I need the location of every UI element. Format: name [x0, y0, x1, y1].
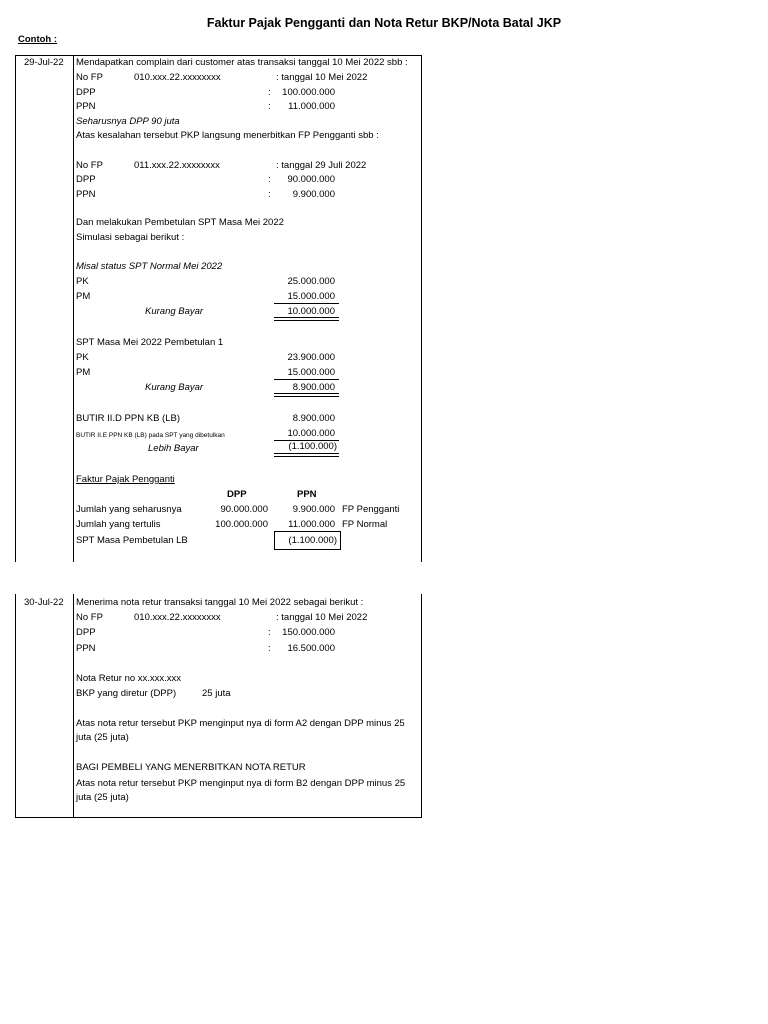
fpp-row1-dpp: 90.000.000 — [220, 504, 268, 515]
fp1-no-value: 010.xxx.22.xxxxxxxx — [134, 72, 221, 83]
fpp-heading: Faktur Pajak Pengganti — [76, 474, 175, 485]
section1-column-divider — [73, 55, 74, 562]
section1-left-border — [15, 55, 16, 562]
s2-fp-tanggal: : tanggal 10 Mei 2022 — [276, 612, 368, 623]
fpp-col-ppn: PPN — [297, 489, 317, 500]
fp1-dpp-colon: : — [268, 87, 271, 98]
pemb1-subtotal-line — [274, 379, 339, 380]
section1-right-border — [421, 55, 422, 562]
kesalahan-text: Atas kesalahan tersebut PKP langsung menerbitkan FP Pengganti sbb : — [76, 130, 379, 141]
section2-date: 30-Jul-22 — [24, 597, 64, 608]
s2-fp-dpp-label: DPP — [76, 627, 96, 638]
section2-bottom-border — [15, 817, 422, 818]
b2-line1: Atas nota retur tersebut PKP menginput nya di form B2 dengan DPP minus 25 — [76, 778, 406, 789]
a2-line2: juta (25 juta) — [76, 732, 129, 743]
bkp-label: BKP yang diretur (DPP) — [76, 688, 177, 699]
fp1-dpp-value: 100.000.000 — [282, 87, 335, 98]
pemb1-total-double-line — [274, 393, 339, 397]
section2-left-border — [15, 594, 16, 818]
pembetulan-text: Dan melakukan Pembetulan SPT Masa Mei 2022 — [76, 217, 284, 228]
normal-heading: Misal status SPT Normal Mei 2022 — [76, 261, 223, 272]
b2-line2: juta (25 juta) — [76, 792, 129, 803]
normal-pm-label: PM — [76, 291, 91, 302]
pemb1-kb-value: 8.900.000 — [292, 382, 335, 393]
butir-iie-value: 10.000.000 — [287, 428, 335, 439]
fp2-dpp-colon: : — [268, 174, 271, 185]
normal-kb-label: Kurang Bayar — [145, 306, 204, 317]
fpp-spt-value: (1.100.000) — [288, 535, 337, 546]
fp1-ppn-value: 11.000.000 — [288, 101, 335, 112]
fpp-row2-dpp: 100.000.000 — [215, 519, 268, 530]
butir-iid-value: 8.900.000 — [292, 413, 335, 424]
normal-pk-label: PK — [76, 276, 89, 287]
normal-total-double-line — [274, 317, 339, 321]
seharusnya-note: Seharusnya DPP 90 juta — [76, 116, 180, 127]
fp1-dpp-label: DPP — [76, 87, 96, 98]
fpp-row2-note: FP Normal — [342, 519, 388, 530]
pemb1-pm-label: PM — [76, 367, 91, 378]
fpp-spt-label: SPT Masa Pembetulan LB — [76, 535, 188, 546]
s2-fp-ppn-colon: : — [268, 643, 271, 654]
bkp-value: 25 juta — [202, 688, 231, 699]
section2-right-border — [421, 594, 422, 818]
pemb1-kb-label: Kurang Bayar — [145, 382, 204, 393]
fp2-ppn-value: 9.900.000 — [292, 189, 335, 200]
butir-iid-label: BUTIR II.D PPN KB (LB) — [76, 413, 180, 424]
butir-iie-label: BUTIR II.E PPN KB (LB) pada SPT yang dibetulkan — [76, 432, 225, 439]
fpp-col-dpp: DPP — [227, 489, 247, 500]
pemb1-pk-value: 23.900.000 — [287, 352, 335, 363]
fp1-no-label: No FP — [76, 72, 103, 83]
fpp-row1-ppn: 9.900.000 — [292, 504, 335, 515]
section1-intro: Mendapatkan complain dari customer atas transaksi tanggal 10 Mei 2022 sbb : — [76, 57, 408, 68]
fp1-tanggal: : tanggal 10 Mei 2022 — [276, 72, 368, 83]
butir-lb-value: (1.100.000) — [288, 441, 337, 452]
fp2-tanggal: : tanggal 29 Juli 2022 — [276, 160, 367, 171]
pembeli-heading: BAGI PEMBELI YANG MENERBITKAN NOTA RETUR — [76, 762, 306, 773]
butir-lb-label: Lebih Bayar — [148, 443, 199, 454]
section1-top-border — [15, 55, 422, 56]
fp2-no-value: 011.xxx.22.xxxxxxxx — [134, 160, 220, 171]
fp2-dpp-value: 90.000.000 — [287, 174, 335, 185]
fp2-no-label: No FP — [76, 160, 103, 171]
simulasi-text: Simulasi sebagai berikut : — [76, 232, 185, 243]
pemb1-pk-label: PK — [76, 352, 89, 363]
fp2-dpp-label: DPP — [76, 174, 96, 185]
butir-total-double-line — [274, 453, 339, 457]
section1-date: 29-Jul-22 — [24, 57, 64, 68]
fpp-row1-note: FP Pengganti — [342, 504, 400, 515]
fpp-row1-label: Jumlah yang seharusnya — [76, 504, 182, 515]
s2-fp-ppn-value: 16.500.000 — [287, 643, 335, 654]
pemb1-heading: SPT Masa Mei 2022 Pembetulan 1 — [76, 337, 224, 348]
section2-column-divider — [73, 594, 74, 818]
nota-retur-text: Nota Retur no xx.xxx.xxx — [76, 673, 182, 684]
section2-intro: Menerima nota retur transaksi tanggal 10 Mei 2022 sebagai berikut : — [76, 597, 364, 608]
pemb1-pm-value: 15.000.000 — [287, 367, 335, 378]
fp1-ppn-label: PPN — [76, 101, 96, 112]
s2-fp-no-label: No FP — [76, 612, 103, 623]
normal-pm-value: 15.000.000 — [287, 291, 335, 302]
s2-fp-no-value: 010.xxx.22.xxxxxxxx — [134, 612, 221, 623]
fpp-row2-ppn: 11.000.000 — [288, 519, 335, 530]
fp2-ppn-colon: : — [268, 189, 271, 200]
fpp-row2-label: Jumlah yang tertulis — [76, 519, 161, 530]
contoh-label: Contoh : — [18, 34, 58, 45]
page-title: Faktur Pajak Pengganti dan Nota Retur BKP/Nota Batal JKP — [206, 16, 562, 30]
fp1-ppn-colon: : — [268, 101, 271, 112]
normal-kb-value: 10.000.000 — [287, 306, 335, 317]
s2-fp-dpp-colon: : — [268, 627, 271, 638]
normal-pk-value: 25.000.000 — [287, 276, 335, 287]
fp2-ppn-label: PPN — [76, 189, 96, 200]
s2-fp-dpp-value: 150.000.000 — [282, 627, 335, 638]
s2-fp-ppn-label: PPN — [76, 643, 96, 654]
normal-subtotal-line — [274, 303, 339, 304]
a2-line1: Atas nota retur tersebut PKP menginput nya di form A2 dengan DPP minus 25 — [76, 718, 405, 729]
